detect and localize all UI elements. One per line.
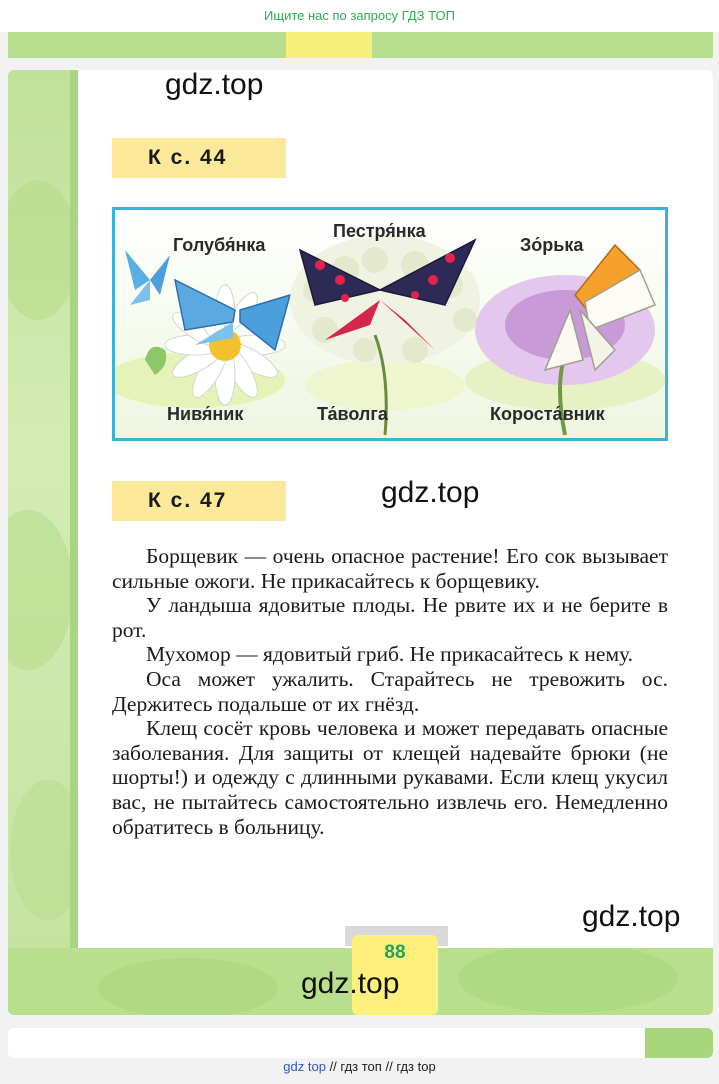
paragraph-borshchevik: Борщевик — очень опасное растение! Его сок вызывает сильные ожоги. Не прикасайтесь к борщевику. xyxy=(112,544,668,593)
footer-link-gdz-top[interactable]: gdz top xyxy=(283,1059,326,1074)
next-page-card xyxy=(8,1028,713,1058)
label-tavolga: Та́волга xyxy=(317,404,388,424)
prev-card-strip-left xyxy=(8,32,286,58)
page-binding-stripe xyxy=(70,70,78,948)
next-card-green-corner xyxy=(645,1028,713,1058)
footer-separator-2: // xyxy=(385,1059,393,1074)
watermark-top: gdz.top xyxy=(165,68,264,101)
butterflies-illustration xyxy=(112,207,668,441)
footer-links xyxy=(0,1056,719,1084)
paragraph-landysh: У ландыша ядовитые плоды. Не рвите их и не берите в рот. xyxy=(112,593,668,642)
footer-link-gdz-top-ru[interactable]: гдз топ xyxy=(340,1059,382,1074)
label-korostavnik: Короста́вник xyxy=(490,404,605,424)
page-left-margin xyxy=(8,70,78,1015)
footer-separator: // xyxy=(329,1059,337,1074)
section-label-p47: К с. 47 xyxy=(112,481,286,521)
prev-card-strip-mid xyxy=(286,32,372,58)
label-nivyanik: Нивя́ник xyxy=(167,404,244,424)
safety-text xyxy=(112,544,668,839)
watermark-middle: gdz.top xyxy=(381,476,480,509)
watermark-bottom: gdz.top xyxy=(301,967,400,1000)
top-banner[interactable]: Ищите нас по запросу ГДЗ ТОП xyxy=(0,0,719,32)
paragraph-kleshch: Клещ сосёт кровь человека и может передавать опасные заболевания. Для защиты от клещей надевайте брюки (не шорты!) и одежду с длинными рукавами. Если клещ укусил вас, не пытайтесь самостоятельно извлечь его. Немедленно обратитесь в больницу. xyxy=(112,716,668,839)
prev-card-strip-right xyxy=(372,32,713,58)
footer-link-gdz-top-mixed[interactable]: гдз top xyxy=(396,1059,436,1074)
watermark-lower-right: gdz.top xyxy=(582,900,681,933)
page-number: 88 xyxy=(384,942,406,963)
label-golubyanka: Голубя́нка xyxy=(173,235,266,255)
label-zorka: Зо́рька xyxy=(520,235,584,255)
label-pestryanka: Пестря́нка xyxy=(333,221,426,241)
paragraph-osa: Оса может ужалить. Старайтесь не тревожить ос. Держитесь подальше от их гнёзд. xyxy=(112,666,668,716)
leaf-pattern-icon xyxy=(8,70,78,1015)
paragraph-mukhomor: Мухомор — ядовитый гриб. Не прикасайтесь к нему. xyxy=(146,642,634,667)
section-label-p44: К с. 44 xyxy=(112,138,286,178)
